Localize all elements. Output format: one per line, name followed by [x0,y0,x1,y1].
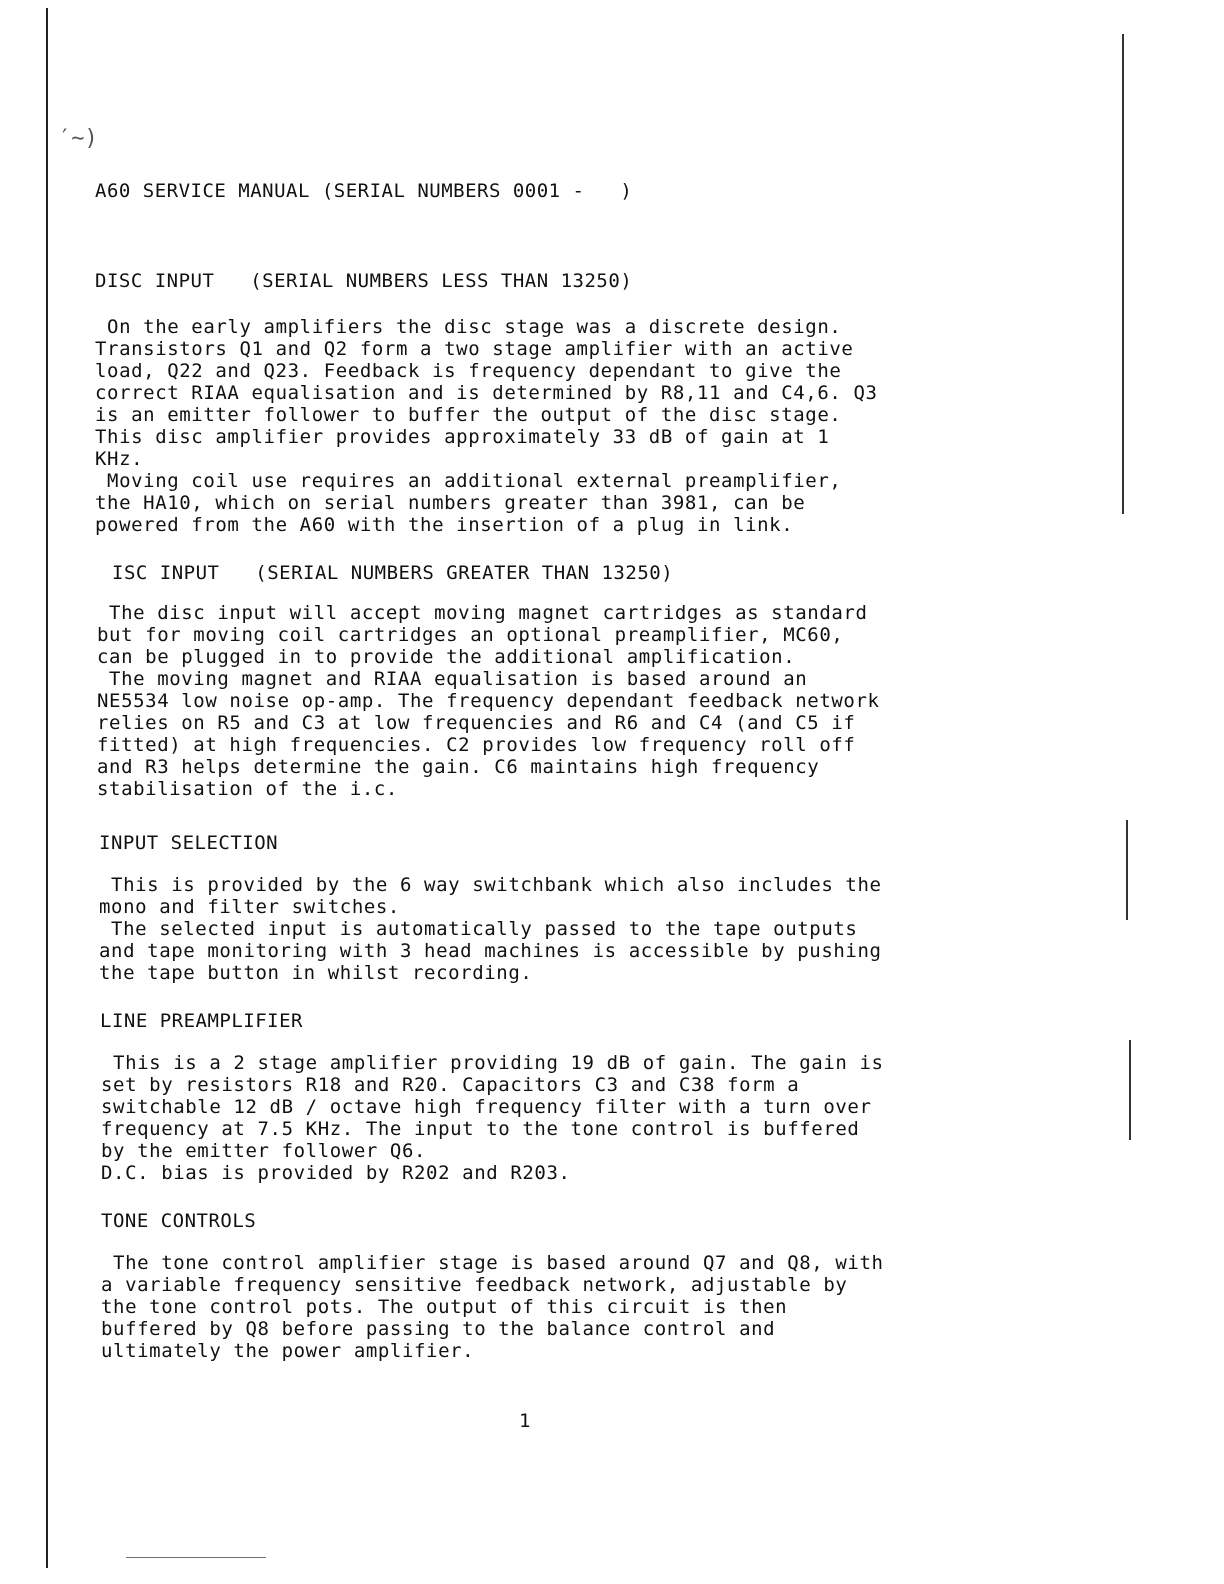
section-body-disc-input-early: On the early amplifiers the disc stage was a discrete design. Transistors Q1 and Q2 form a two stage amplifier with an active load, Q22 and Q23. Feedback is frequency dependant to give the correct RIAA equalisation and is determined by R8,11 and C4,6. Q3 is an emitter follower to buffer the output of the disc stage. This disc amplifier provides approximately 33 dB of gain at 1 KHz. Moving coil use requires an additional external preamplifier, the HA10, which on serial numbers greater than 3981, can be powered from the A60 with the insertion of a plug in link. [95,316,878,536]
section-heading-disc-input-late: ISC INPUT (SERIAL NUMBERS GREATER THAN 13250) [112,562,674,584]
section-heading-input-selection: INPUT SELECTION [99,832,279,854]
section-body-tone-controls: The tone control amplifier stage is based around Q7 and Q8, with a variable frequency sensitive feedback network, adjustable by the tone control pots. The output of this circuit is then buffered by Q8 before passing to the balance control and ultimately the power amplifier. [101,1252,884,1362]
section-heading-disc-input-early: DISC INPUT (SERIAL NUMBERS LESS THAN 13250) [95,270,633,292]
page-edge-right-mark [1129,1040,1131,1140]
scan-smudge-icon: ′∼) [58,126,98,151]
page-edge-left [46,8,48,1568]
page-edge-right [1122,34,1124,514]
bottom-underline [126,1557,266,1558]
section-body-line-preamplifier: This is a 2 stage amplifier providing 19 dB of gain. The gain is set by resistors R18 and R20. Capacitors C3 and C38 form a switchable 12 dB / octave high frequency filter with a turn over frequency at 7.5 KHz. The input to the tone control is buffered by the emitter follower Q6. D.C. bias is provided by R202 and R203. [101,1052,884,1184]
document-title: A60 SERVICE MANUAL (SERIAL NUMBERS 0001 - ) [95,180,633,202]
page-edge-right-mark [1126,820,1128,920]
section-body-input-selection: This is provided by the 6 way switchbank which also includes the mono and filter switches. The selected input is automatically passed to the tape outputs and tape monitoring with 3 head machines is accessible by pushing the tape button in whilst recording. [99,874,882,984]
page-number: 1 [519,1410,531,1432]
section-body-disc-input-late: The disc input will accept moving magnet cartridges as standard but for moving coil cartridges an optional preamplifier, MC60, can be plugged in to provide the additional amplification. The moving magnet and RIAA equalisation is based around an NE5534 low noise op-amp. The frequency dependant feedback network relies on R5 and C3 at low frequencies and R6 and C4 (and C5 if fitted) at high frequencies. C2 provides low frequency roll off and R3 helps determine the gain. C6 maintains high frequency stabilisation of the i.c. [97,602,880,800]
section-heading-tone-controls: TONE CONTROLS [101,1210,257,1232]
section-heading-line-preamplifier: LINE PREAMPLIFIER [100,1010,303,1032]
